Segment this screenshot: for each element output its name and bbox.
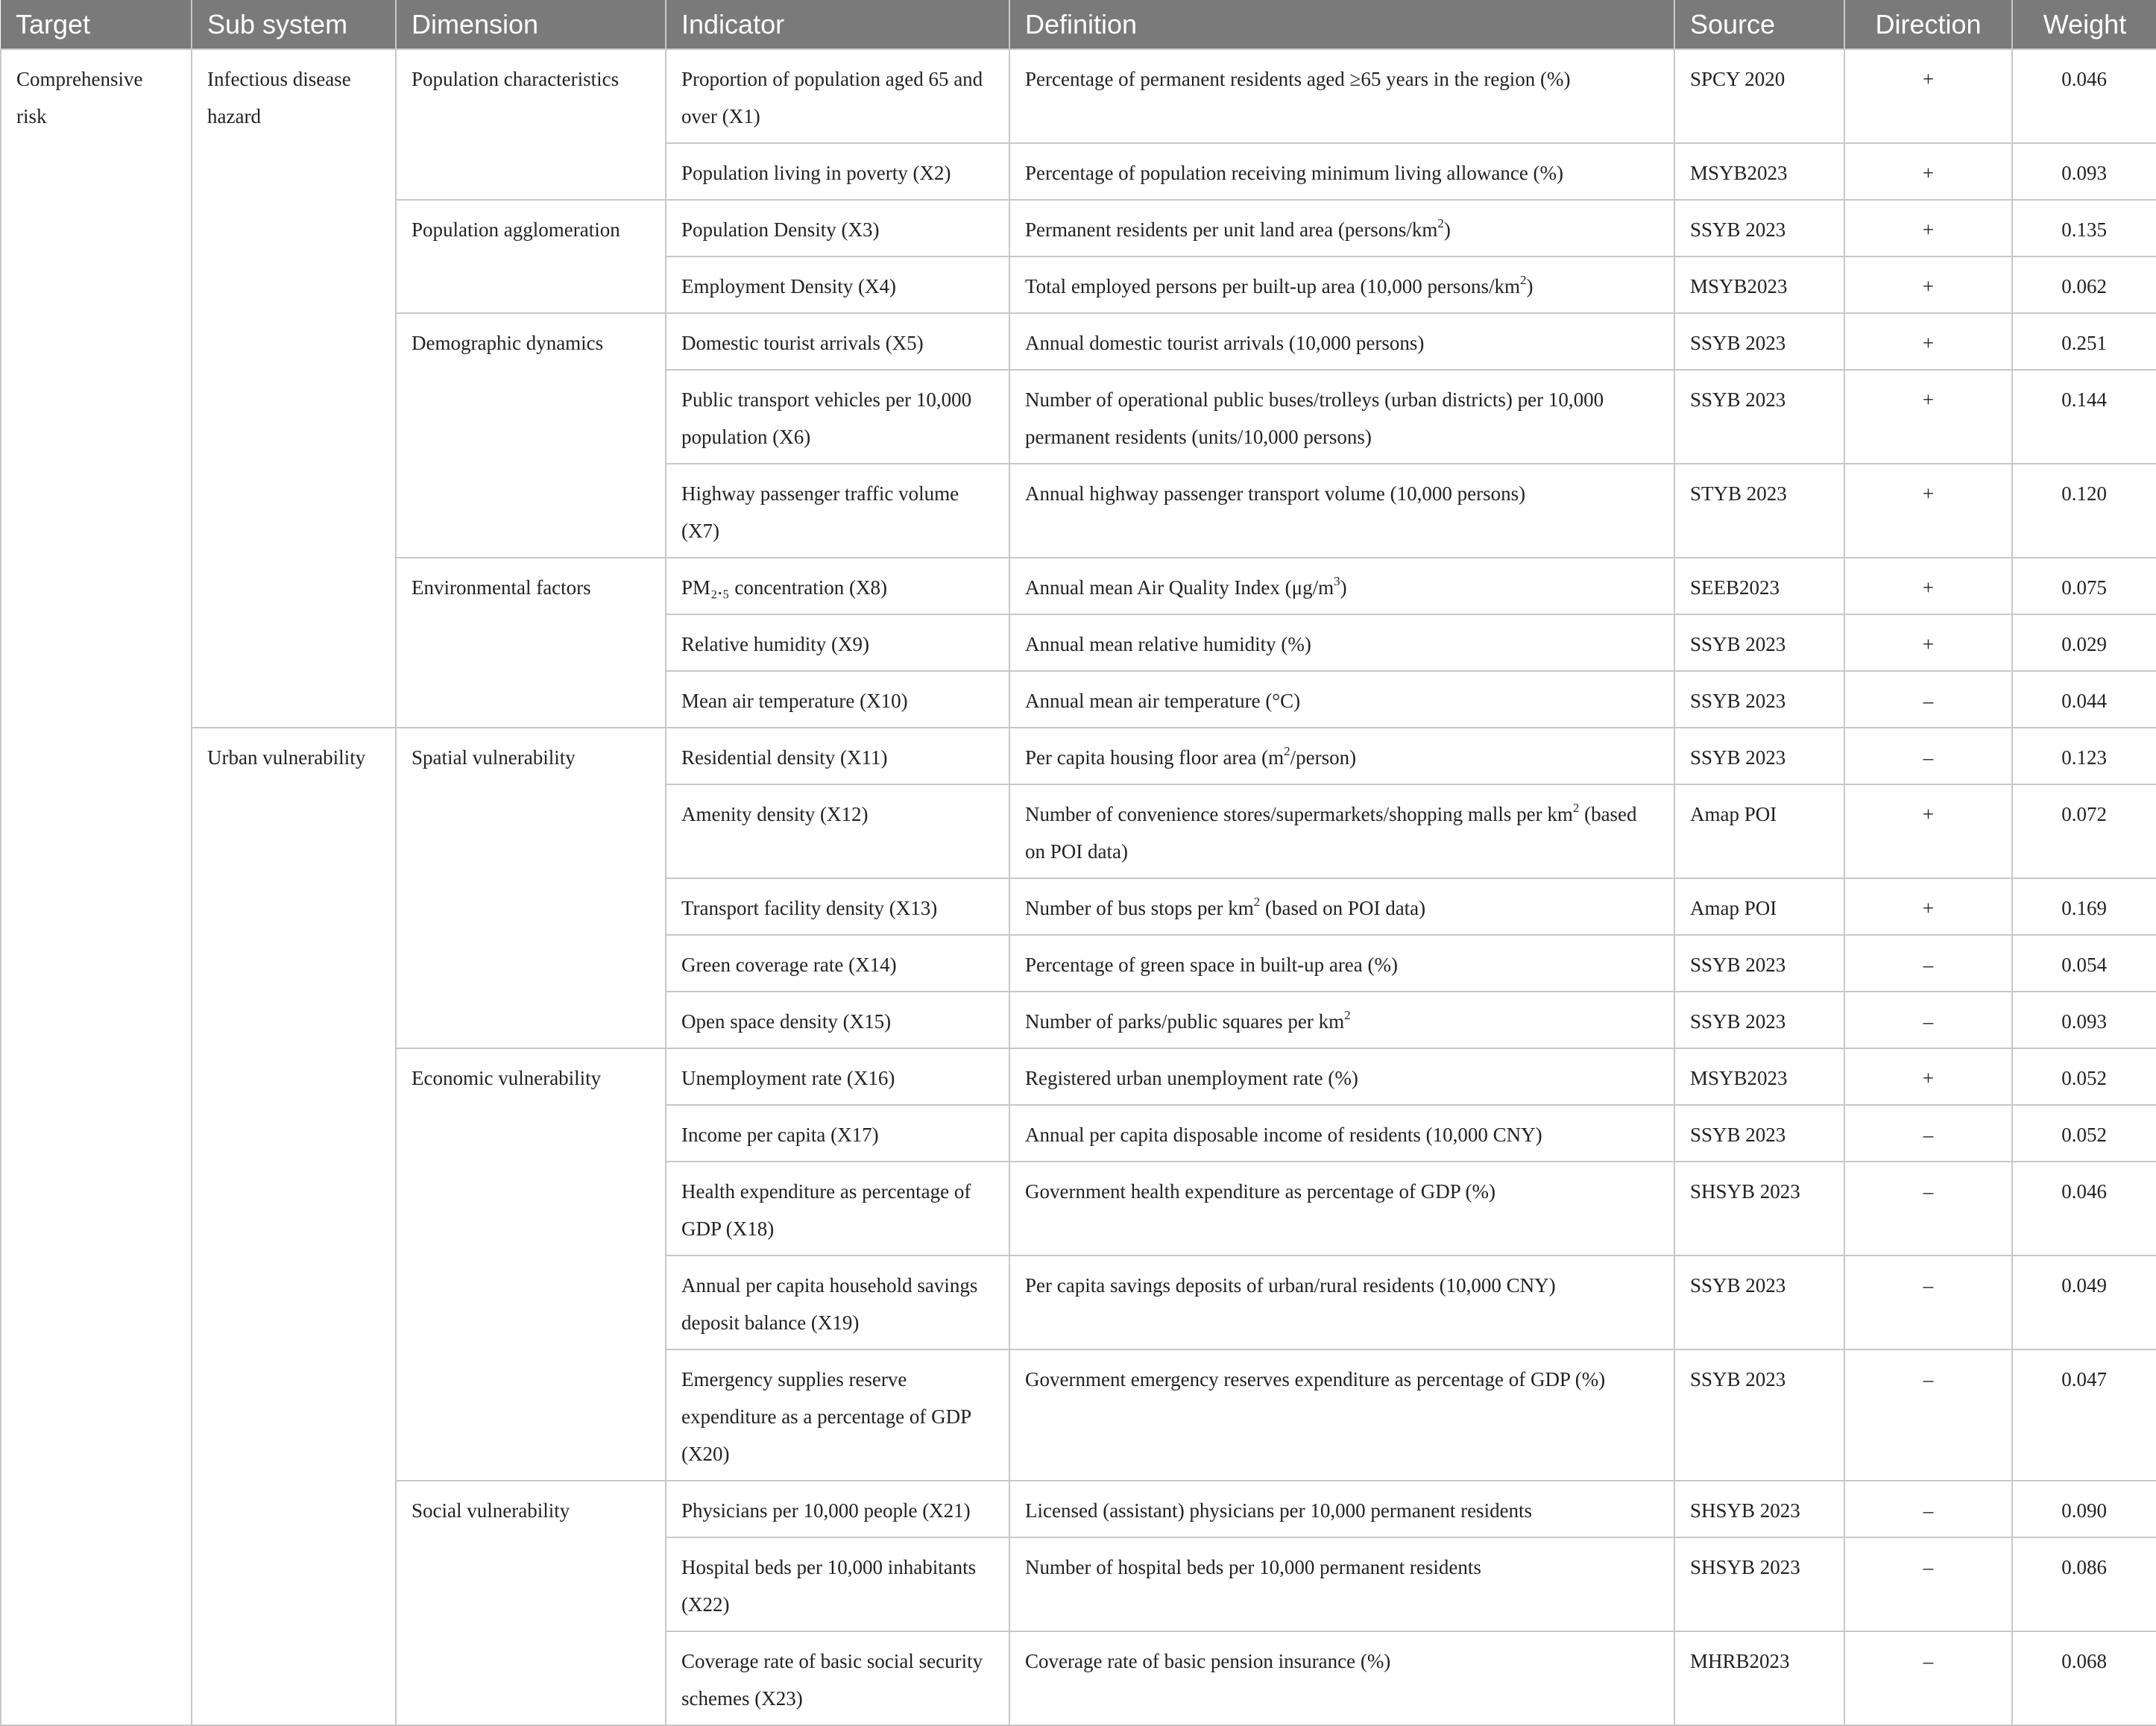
source-cell: SSYB 2023 xyxy=(1674,1105,1844,1162)
superscript: 2 xyxy=(1519,273,1527,287)
source-cell: SSYB 2023 xyxy=(1674,1349,1844,1481)
dimension-cell: Population characteristics xyxy=(396,49,666,200)
indicator-cell: PM₂.₅ concentration (X8) xyxy=(666,558,1009,614)
source-cell: SPCY 2020 xyxy=(1674,49,1844,143)
definition-cell: Annual per capita disposable income of residents (10,000 CNY) xyxy=(1009,1105,1674,1162)
weight-cell: 0.093 xyxy=(2012,143,2156,200)
header-dimension: Dimension xyxy=(396,0,666,49)
superscript: 2 xyxy=(1344,1008,1351,1022)
superscript: 2 xyxy=(1437,216,1444,230)
definition-text: (based on POI data) xyxy=(1025,803,1637,863)
indicator-cell: Amenity density (X12) xyxy=(666,784,1009,878)
definition-cell xyxy=(1009,256,1674,313)
weight-cell: 0.046 xyxy=(2012,49,2156,143)
weight-cell: 0.169 xyxy=(2012,878,2156,935)
header-subsystem: Sub system xyxy=(192,0,396,49)
header-definition: Definition xyxy=(1009,0,1674,49)
weight-cell: 0.123 xyxy=(2012,728,2156,784)
source-cell: SHSYB 2023 xyxy=(1674,1162,1844,1256)
source-cell: Amap POI xyxy=(1674,784,1844,878)
direction-cell: + xyxy=(1844,370,2012,464)
dimension-cell: Population agglomeration xyxy=(396,200,666,313)
direction-cell: – xyxy=(1844,1349,2012,1481)
source-cell: MSYB2023 xyxy=(1674,256,1844,313)
indicator-cell: Transport facility density (X13) xyxy=(666,878,1009,935)
direction-cell: + xyxy=(1844,1048,2012,1105)
direction-cell: – xyxy=(1844,1105,2012,1162)
indicator-cell: Mean air temperature (X10) xyxy=(666,671,1009,728)
indicator-cell: Relative humidity (X9) xyxy=(666,614,1009,671)
direction-cell: + xyxy=(1844,49,2012,143)
weight-cell: 0.144 xyxy=(2012,370,2156,464)
source-cell: SSYB 2023 xyxy=(1674,313,1844,370)
definition-cell: Percentage of green space in built-up area (%) xyxy=(1009,935,1674,992)
source-cell: SHSYB 2023 xyxy=(1674,1537,1844,1631)
definition-cell: Government health expenditure as percentage of GDP (%) xyxy=(1009,1162,1674,1256)
definition-cell: Annual mean air temperature (°C) xyxy=(1009,671,1674,728)
definition-cell: Annual highway passenger transport volume (10,000 persons) xyxy=(1009,464,1674,558)
source-cell: MSYB2023 xyxy=(1674,1048,1844,1105)
table-row xyxy=(1,728,2156,784)
weight-cell: 0.072 xyxy=(2012,784,2156,878)
source-cell: MSYB2023 xyxy=(1674,143,1844,200)
indicator-cell: Green coverage rate (X14) xyxy=(666,935,1009,992)
source-cell: SEEB2023 xyxy=(1674,558,1844,614)
definition-text: Annual mean Air Quality Index (μg/m xyxy=(1025,576,1334,599)
header-source: Source xyxy=(1674,0,1844,49)
indicator-cell: Physicians per 10,000 people (X21) xyxy=(666,1481,1009,1537)
subsystem-cell-vulnerability: Urban vulnerability xyxy=(192,728,396,1725)
weight-cell: 0.052 xyxy=(2012,1105,2156,1162)
weight-cell: 0.075 xyxy=(2012,558,2156,614)
table-row xyxy=(1,49,2156,143)
direction-cell: + xyxy=(1844,878,2012,935)
definition-text: ) xyxy=(1340,576,1347,599)
definition-text: Per capita housing floor area (m xyxy=(1025,746,1285,769)
source-cell: SSYB 2023 xyxy=(1674,614,1844,671)
indicator-cell: Annual per capita household savings deposit balance (X19) xyxy=(666,1256,1009,1349)
indicator-cell: Income per capita (X17) xyxy=(666,1105,1009,1162)
direction-cell: – xyxy=(1844,935,2012,992)
source-cell: MHRB2023 xyxy=(1674,1631,1844,1725)
indicator-cell: Highway passenger traffic volume (X7) xyxy=(666,464,1009,558)
target-cell: Comprehensive risk xyxy=(1,49,192,1725)
header-direction: Direction xyxy=(1844,0,2012,49)
direction-cell: – xyxy=(1844,1162,2012,1256)
definition-cell: Coverage rate of basic pension insurance (%) xyxy=(1009,1631,1674,1725)
source-cell: Amap POI xyxy=(1674,878,1844,935)
header-indicator: Indicator xyxy=(666,0,1009,49)
direction-cell: – xyxy=(1844,1537,2012,1631)
source-cell: SSYB 2023 xyxy=(1674,992,1844,1048)
dimension-cell: Demographic dynamics xyxy=(396,313,666,558)
weight-cell: 0.054 xyxy=(2012,935,2156,992)
indicator-cell: Employment Density (X4) xyxy=(666,256,1009,313)
weight-cell: 0.062 xyxy=(2012,256,2156,313)
definition-cell xyxy=(1009,878,1674,935)
header-target: Target xyxy=(1,0,192,49)
weight-cell: 0.135 xyxy=(2012,200,2156,256)
direction-cell: – xyxy=(1844,671,2012,728)
source-cell: SSYB 2023 xyxy=(1674,370,1844,464)
direction-cell: – xyxy=(1844,728,2012,784)
definition-cell: Registered urban unemployment rate (%) xyxy=(1009,1048,1674,1105)
definition-cell: Annual mean relative humidity (%) xyxy=(1009,614,1674,671)
dimension-cell: Spatial vulnerability xyxy=(396,728,666,1048)
weight-cell: 0.046 xyxy=(2012,1162,2156,1256)
indicator-cell: Domestic tourist arrivals (X5) xyxy=(666,313,1009,370)
direction-cell: + xyxy=(1844,143,2012,200)
superscript: 3 xyxy=(1334,574,1340,588)
direction-cell: + xyxy=(1844,614,2012,671)
indicator-cell: Residential density (X11) xyxy=(666,728,1009,784)
direction-cell: + xyxy=(1844,313,2012,370)
indicator-cell: Coverage rate of basic social security schemes (X23) xyxy=(666,1631,1009,1725)
direction-cell: – xyxy=(1844,1481,2012,1537)
indicator-cell: Public transport vehicles per 10,000 population (X6) xyxy=(666,370,1009,464)
superscript: 2 xyxy=(1572,801,1580,815)
direction-cell: + xyxy=(1844,256,2012,313)
definition-cell: Number of operational public buses/trolleys (urban districts) per 10,000 permanent residents (units/10,000 persons) xyxy=(1009,370,1674,464)
source-cell: SHSYB 2023 xyxy=(1674,1481,1844,1537)
definition-cell: Percentage of population receiving minimum living allowance (%) xyxy=(1009,143,1674,200)
header-weight: Weight xyxy=(2012,0,2156,49)
definition-text: Number of parks/public squares per km xyxy=(1025,1010,1345,1033)
dimension-cell: Environmental factors xyxy=(396,558,666,728)
weight-cell: 0.044 xyxy=(2012,671,2156,728)
indicator-cell: Emergency supplies reserve expenditure as a percentage of GDP (X20) xyxy=(666,1349,1009,1481)
definition-cell: Percentage of permanent residents aged ≥65 years in the region (%) xyxy=(1009,49,1674,143)
direction-cell: + xyxy=(1844,200,2012,256)
subsystem-cell-hazard: Infectious disease hazard xyxy=(192,49,396,728)
definition-cell xyxy=(1009,728,1674,784)
direction-cell: + xyxy=(1844,558,2012,614)
superscript: 2 xyxy=(1284,744,1290,758)
definition-cell: Licensed (assistant) physicians per 10,000 permanent residents xyxy=(1009,1481,1674,1537)
direction-cell: – xyxy=(1844,1256,2012,1349)
source-cell: SSYB 2023 xyxy=(1674,1256,1844,1349)
definition-text: Number of bus stops per km xyxy=(1025,897,1254,919)
direction-cell: – xyxy=(1844,992,2012,1048)
definition-cell: Government emergency reserves expenditure as percentage of GDP (%) xyxy=(1009,1349,1674,1481)
source-cell: SSYB 2023 xyxy=(1674,671,1844,728)
source-cell: SSYB 2023 xyxy=(1674,728,1844,784)
source-cell: STYB 2023 xyxy=(1674,464,1844,558)
definition-text: Permanent residents per unit land area (persons/km xyxy=(1025,218,1438,241)
weight-cell: 0.052 xyxy=(2012,1048,2156,1105)
indicator-cell: Unemployment rate (X16) xyxy=(666,1048,1009,1105)
definition-cell xyxy=(1009,200,1674,256)
definition-text: ) xyxy=(1526,275,1534,297)
direction-cell: – xyxy=(1844,1631,2012,1725)
indicator-cell: Population living in poverty (X2) xyxy=(666,143,1009,200)
definition-cell: Per capita savings deposits of urban/rural residents (10,000 CNY) xyxy=(1009,1256,1674,1349)
header-row xyxy=(1,0,2156,49)
indicator-cell: Hospital beds per 10,000 inhabitants (X22) xyxy=(666,1537,1009,1631)
definition-cell xyxy=(1009,784,1674,878)
direction-cell: + xyxy=(1844,784,2012,878)
weight-cell: 0.068 xyxy=(2012,1631,2156,1725)
definition-cell: Annual domestic tourist arrivals (10,000 persons) xyxy=(1009,313,1674,370)
indicator-cell: Health expenditure as percentage of GDP (X18) xyxy=(666,1162,1009,1256)
weight-cell: 0.047 xyxy=(2012,1349,2156,1481)
direction-cell: + xyxy=(1844,464,2012,558)
definition-text: Number of convenience stores/supermarkets/shopping malls per km xyxy=(1025,803,1573,825)
indicator-cell: Population Density (X3) xyxy=(666,200,1009,256)
definition-text: /person) xyxy=(1290,746,1357,769)
superscript: 2 xyxy=(1253,895,1261,909)
definition-text: (based on POI data) xyxy=(1260,897,1426,919)
weight-cell: 0.251 xyxy=(2012,313,2156,370)
definition-text: Total employed persons per built-up area (10,000 persons/km xyxy=(1025,275,1520,297)
weight-cell: 0.093 xyxy=(2012,992,2156,1048)
definition-cell xyxy=(1009,558,1674,614)
indicator-cell: Proportion of population aged 65 and over (X1) xyxy=(666,49,1009,143)
weight-cell: 0.049 xyxy=(2012,1256,2156,1349)
source-cell: SSYB 2023 xyxy=(1674,200,1844,256)
weight-cell: 0.090 xyxy=(2012,1481,2156,1537)
definition-cell: Number of hospital beds per 10,000 permanent residents xyxy=(1009,1537,1674,1631)
dimension-cell: Social vulnerability xyxy=(396,1481,666,1725)
weight-cell: 0.120 xyxy=(2012,464,2156,558)
indicator-cell: Open space density (X15) xyxy=(666,992,1009,1048)
source-cell: SSYB 2023 xyxy=(1674,935,1844,992)
dimension-cell: Economic vulnerability xyxy=(396,1048,666,1481)
weight-cell: 0.029 xyxy=(2012,614,2156,671)
definition-cell xyxy=(1009,992,1674,1048)
definition-text: ) xyxy=(1443,218,1451,241)
weight-cell: 0.086 xyxy=(2012,1537,2156,1631)
